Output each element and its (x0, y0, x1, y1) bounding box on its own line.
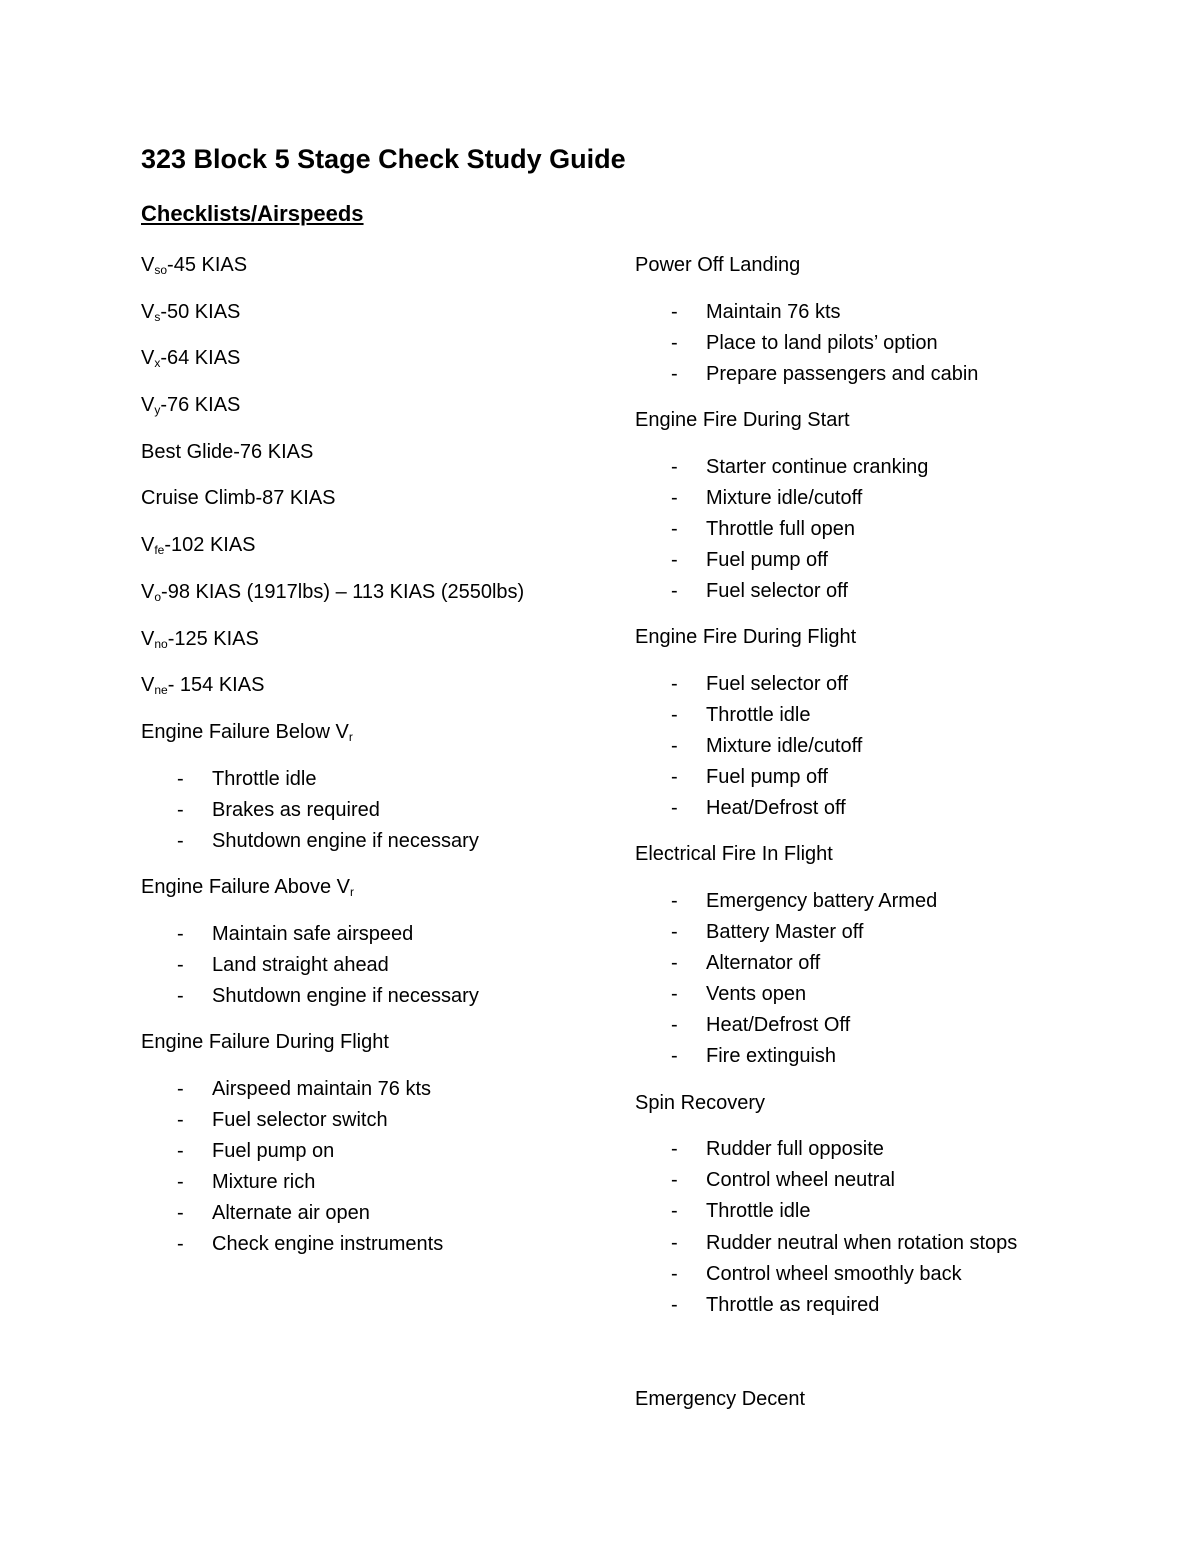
checklist-step (635, 1167, 1095, 1198)
bullet-dash: - (671, 1138, 678, 1161)
checklist-steps (141, 766, 601, 859)
airspeed-value: Best Glide-76 KIAS (141, 440, 314, 463)
page-title: 323 Block 5 Stage Check Study Guide (141, 144, 626, 174)
checklist-step (141, 1169, 601, 1200)
checklist-heading (141, 719, 601, 766)
airspeed-subscript: s (154, 309, 161, 324)
airspeed-symbol: V (141, 300, 155, 323)
bullet-dash: - (177, 1232, 184, 1255)
airspeed-symbol: V (141, 627, 155, 650)
bullet-dash: - (177, 922, 184, 945)
bullet-dash: - (177, 1170, 184, 1193)
checklist-step (635, 1136, 1095, 1167)
checklist-step-text: Heat/Defrost off (706, 797, 846, 820)
checklist-heading (635, 1090, 1095, 1137)
checklist-heading-text: Engine Fire During Flight (635, 626, 857, 649)
bullet-dash: - (671, 580, 678, 603)
checklist-step (635, 330, 1095, 361)
bullet-dash: - (671, 672, 678, 695)
checklist-step (635, 578, 1095, 609)
bullet-dash: - (671, 1014, 678, 1037)
checklist-heading (141, 1029, 601, 1076)
checklist-step-text: Shutdown engine if necessary (212, 829, 479, 852)
bullet-dash: - (177, 984, 184, 1007)
checklist-heading-text: Engine Failure Below V (141, 720, 349, 743)
checklist-step-text: Mixture idle/cutoff (706, 735, 863, 757)
airspeed-symbol: V (141, 347, 155, 370)
checklist-step-text: Throttle idle (706, 703, 811, 726)
bullet-dash: - (671, 889, 678, 912)
bullet-dash: - (671, 1169, 678, 1192)
bullet-dash: - (671, 1200, 678, 1223)
section-subtitle: Checklists/Airspeeds (141, 201, 364, 226)
checklist-step-text: Fuel pump on (212, 1139, 335, 1162)
checklist-heading-text: Electrical Fire In Flight (635, 843, 833, 866)
checklist-heading (635, 252, 1095, 299)
checklist-step (141, 1107, 601, 1138)
airspeed-item (141, 532, 601, 579)
checklist-step-text: Alternate air open (212, 1201, 370, 1224)
airspeed-subscript: y (154, 403, 161, 418)
checklist-step-text: Fire extinguish (706, 1045, 837, 1068)
bullet-dash: - (177, 953, 184, 976)
bullet-dash: - (671, 703, 678, 726)
airspeed-list (141, 252, 601, 719)
bullet-dash: - (177, 1139, 184, 1162)
airspeed-subscript: fe (154, 543, 165, 558)
checklist-heading-text: Engine Failure Above V (141, 875, 351, 898)
airspeed-subscript: no (154, 636, 168, 651)
checklist-step (635, 485, 1095, 516)
checklist-step (635, 547, 1095, 578)
checklist-step (635, 733, 1095, 764)
checklist-step-text: Fuel selector switch (212, 1108, 388, 1131)
checklist-step (635, 795, 1095, 826)
airspeed-item (141, 345, 601, 392)
checklist-heading (635, 407, 1095, 454)
checklist-step (141, 828, 601, 859)
airspeed-symbol: V (141, 394, 155, 417)
bullet-dash: - (671, 548, 678, 571)
bullet-dash: - (671, 766, 678, 789)
checklist-heading (141, 874, 601, 921)
checklist-step-text: Maintain 76 kts (706, 300, 841, 323)
airspeed-item (141, 299, 601, 346)
checklist-step-text: Heat/Defrost Off (706, 1014, 851, 1037)
bullet-dash: - (671, 517, 678, 540)
checklist-step (635, 454, 1095, 485)
bullet-dash: - (671, 797, 678, 820)
bullet-dash: - (177, 1201, 184, 1224)
spacer (635, 1338, 1095, 1386)
airspeed-item (141, 579, 601, 626)
checklist-step-text: Throttle as required (706, 1293, 880, 1316)
checklist-step (635, 919, 1095, 950)
airspeed-value: -125 KIAS (167, 627, 259, 650)
checklist-step-text: Fuel selector off (706, 580, 848, 603)
checklist-steps (141, 1076, 601, 1263)
checklist-step-text: Shutdown engine if necessary (212, 984, 479, 1007)
checklist-step (635, 671, 1095, 702)
checklist-heading-text: Engine Fire During Start (635, 408, 850, 431)
bullet-dash: - (671, 1045, 678, 1068)
left-column (141, 252, 601, 1277)
checklist-step-text: Throttle idle (706, 1200, 811, 1223)
checklist-step (141, 983, 601, 1014)
checklist-step-text: Maintain safe airspeed (212, 922, 414, 945)
airspeed-value: Cruise Climb-87 KIAS (141, 487, 336, 510)
bullet-dash: - (671, 486, 678, 509)
checklist-heading (635, 624, 1095, 671)
checklist-steps (141, 921, 601, 1014)
bullet-dash: - (671, 1262, 678, 1285)
right-column (635, 252, 1095, 1432)
checklist-heading (635, 841, 1095, 888)
left-checklists (141, 719, 601, 1262)
checklist-step (635, 299, 1095, 330)
bullet-dash: - (671, 331, 678, 354)
airspeed-subscript: o (154, 589, 162, 604)
bullet-dash: - (177, 1108, 184, 1131)
airspeed-item (141, 626, 601, 673)
checklist-step (635, 1198, 1095, 1229)
airspeed-item (141, 485, 601, 532)
checklist-step-text: Airspeed maintain 76 kts (212, 1077, 432, 1100)
airspeed-item (141, 439, 601, 486)
checklist-steps (635, 1136, 1095, 1323)
checklist-step-text: Rudder neutral when rotation stops (706, 1231, 1018, 1254)
checklist-step (141, 1138, 601, 1169)
checklist-step (141, 1200, 601, 1231)
checklist-step-text: Fuel pump off (706, 548, 828, 571)
checklist-step-text: Throttle idle (212, 767, 317, 790)
airspeed-subscript: so (154, 263, 168, 277)
airspeed-symbol: V (141, 254, 155, 276)
checklist-steps (635, 454, 1095, 609)
bullet-dash: - (671, 735, 678, 757)
right-checklists (635, 252, 1095, 1323)
bullet-dash: - (671, 1231, 678, 1254)
checklist-step (141, 766, 601, 797)
bullet-dash: - (671, 1293, 678, 1316)
checklist-step (141, 952, 601, 983)
checklist-step-text: Fuel selector off (706, 672, 848, 695)
bullet-dash: - (671, 921, 678, 944)
checklist-step (635, 888, 1095, 919)
checklist-step-text: Check engine instruments (212, 1232, 444, 1255)
airspeed-value: -45 KIAS (167, 254, 248, 276)
checklist-step-text: Mixture idle/cutoff (706, 486, 863, 509)
checklist-step (141, 921, 601, 952)
airspeed-item (141, 392, 601, 439)
checklist-step-text: Starter continue cranking (706, 455, 929, 478)
bullet-dash: - (177, 829, 184, 852)
checklist-step-text: Mixture rich (212, 1170, 316, 1193)
checklist-step (635, 981, 1095, 1012)
airspeed-value: - 154 KIAS (167, 674, 265, 697)
checklist-step (635, 702, 1095, 733)
checklist-step-text: Alternator off (706, 952, 821, 975)
checklist-steps (635, 888, 1095, 1075)
checklist-steps (635, 299, 1095, 392)
checklist-heading-subscript: r (350, 884, 355, 899)
checklist-step (635, 516, 1095, 547)
checklist-step (141, 797, 601, 828)
checklist-step (635, 1230, 1095, 1261)
checklist-step (635, 1261, 1095, 1292)
airspeed-value: -102 KIAS (164, 534, 256, 557)
checklist-step-text: Land straight ahead (212, 953, 389, 976)
checklist-step-text: Emergency battery Armed (706, 889, 938, 912)
airspeed-symbol: V (141, 674, 155, 697)
checklist-heading-text: Power Off Landing (635, 254, 801, 276)
airspeed-value: -64 KIAS (160, 347, 241, 370)
checklist-step (141, 1076, 601, 1107)
airspeed-value: -76 KIAS (160, 394, 241, 417)
checklist-step-text: Control wheel neutral (706, 1169, 895, 1192)
checklist-steps (635, 671, 1095, 826)
checklist-step-text: Prepare passengers and cabin (706, 362, 979, 385)
checklist-heading-text: Spin Recovery (635, 1091, 766, 1114)
airspeed-value: -50 KIAS (160, 300, 241, 323)
checklist-step (635, 1043, 1095, 1074)
airspeed-item (141, 252, 601, 299)
checklist-step (635, 361, 1095, 392)
checklist-step-text: Battery Master off (706, 921, 864, 944)
bullet-dash: - (671, 455, 678, 478)
bullet-dash: - (671, 300, 678, 323)
checklist-step (635, 1292, 1095, 1323)
checklist-step-text: Rudder full opposite (706, 1138, 884, 1161)
checklist-step-text: Fuel pump off (706, 766, 828, 789)
airspeed-subscript: ne (154, 683, 168, 698)
bullet-dash: - (177, 1077, 184, 1100)
checklist-step-text: Vents open (706, 983, 807, 1006)
checklist-step-text: Control wheel smoothly back (706, 1262, 962, 1285)
airspeed-value: -98 KIAS (1917lbs) – 113 KIAS (2550lbs) (161, 580, 525, 603)
bullet-dash: - (671, 362, 678, 385)
checklist-step-text: Throttle full open (706, 517, 855, 540)
checklist-step (635, 1012, 1095, 1043)
airspeed-symbol: V (141, 534, 155, 557)
checklist-step (141, 1231, 601, 1262)
checklist-heading-text: Engine Failure During Flight (141, 1030, 389, 1053)
airspeed-symbol: V (141, 580, 155, 603)
checklist-heading-emergency-descent: Emergency Decent (635, 1387, 806, 1410)
checklist-heading-subscript: r (348, 729, 353, 744)
checklist-step-text: Place to land pilots’ option (706, 331, 938, 354)
bullet-dash: - (177, 767, 184, 790)
checklist-step (635, 950, 1095, 981)
airspeed-item (141, 672, 601, 719)
checklist-step (635, 764, 1095, 795)
bullet-dash: - (671, 983, 678, 1006)
bullet-dash: - (177, 798, 184, 821)
checklist-step-text: Brakes as required (212, 798, 380, 821)
airspeed-subscript: x (154, 356, 161, 371)
bullet-dash: - (671, 952, 678, 975)
